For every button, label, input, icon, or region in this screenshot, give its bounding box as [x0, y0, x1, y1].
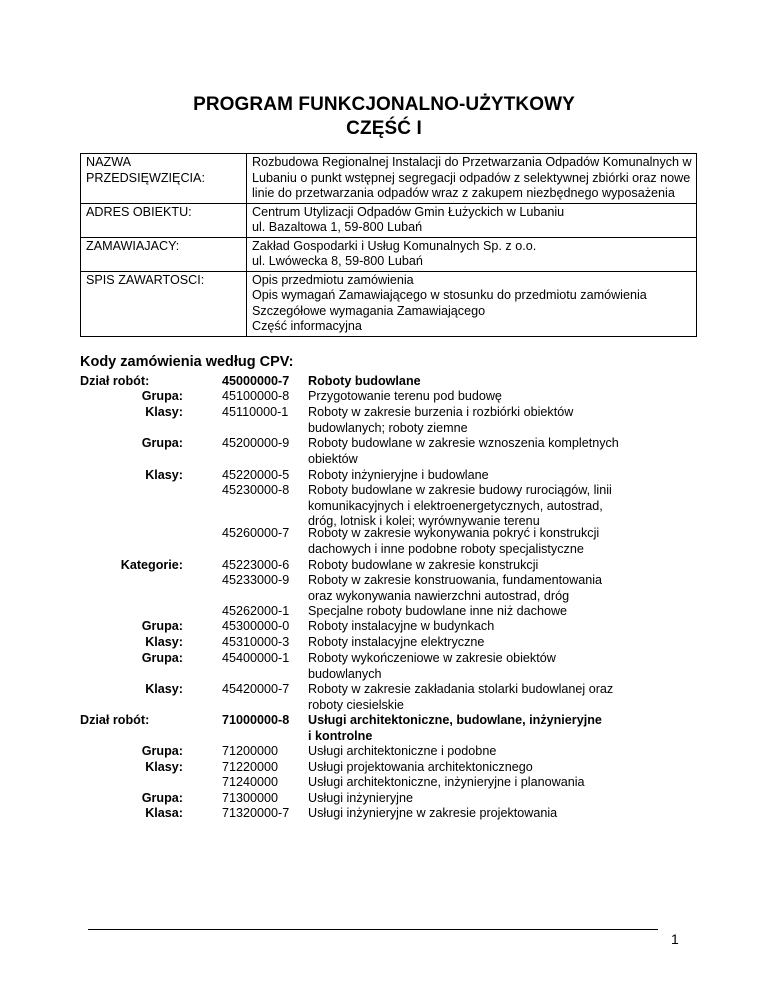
cpv-description-line: Roboty budowlane w zakresie wznoszenia kompletnych — [308, 436, 619, 450]
info-value-line: Część informacyjna — [252, 319, 362, 333]
cpv-description — [308, 526, 708, 557]
cpv-description-line: i kontrolne — [308, 728, 373, 743]
cpv-description — [308, 760, 708, 776]
cpv-description — [308, 806, 708, 822]
info-value-line: Opis wymagań Zamawiającego w stosunku do przedmiotu zamówienia — [252, 288, 647, 302]
cpv-description-line: Roboty w zakresie wykonywania pokryć i konstrukcji — [308, 526, 600, 540]
cpv-code: 45420000-7 — [222, 682, 290, 696]
cpv-code: 45300000-0 — [222, 619, 290, 633]
cpv-description-line: komunikacyjnych i elektroenergetycznych, autostrad, — [308, 498, 603, 513]
cpv-code: 45000000-7 — [222, 374, 290, 388]
cpv-description-line: roboty ciesielskie — [308, 697, 404, 712]
cpv-description-line: Usługi architektoniczne i podobne — [308, 744, 497, 758]
cpv-code: 71000000-8 — [222, 713, 290, 727]
cpv-description — [308, 405, 708, 436]
cpv-description-line: Przygotowanie terenu pod budowę — [308, 389, 502, 403]
cpv-description-line: Roboty instalacyjne w budynkach — [308, 619, 495, 633]
cpv-description-line: budowlanych — [308, 666, 382, 681]
cpv-description-line: Roboty wykończeniowe w zakresie obiektów — [308, 651, 556, 665]
cpv-category-label: Dział robót: — [80, 374, 150, 388]
cpv-code: 71240000 — [222, 775, 279, 789]
info-label — [81, 154, 247, 204]
cpv-description — [308, 558, 708, 574]
cpv-code: 45100000-8 — [222, 389, 290, 403]
cpv-code: 45260000-7 — [222, 526, 290, 540]
info-value-line: Opis przedmiotu zamówienia — [252, 272, 414, 287]
info-label-line: ZAMAWIAJACY: — [86, 238, 180, 253]
cpv-code: 45200000-9 — [222, 436, 290, 450]
footer-divider — [88, 929, 658, 930]
info-value-line: linie do przetwarzania odpadów wraz z zakupem niezbędnego wyposażenia — [252, 186, 675, 200]
info-label-line: NAZWA — [86, 155, 132, 169]
document-title: PROGRAM FUNKCJONALNO-UŻYTKOWY — [193, 94, 575, 115]
cpv-code: 45110000-1 — [222, 405, 289, 419]
info-value-line: Lubaniu o punkt wstępnej segregacji odpadów z selektywnej zbiórki oraz nowe — [252, 170, 691, 185]
info-label-line: ADRES OBIEKTU: — [86, 204, 192, 219]
info-row — [81, 154, 697, 204]
cpv-description — [308, 483, 708, 530]
cpv-description-line: Roboty w zakresie zakładania stolarki budowlanej oraz — [308, 682, 614, 696]
cpv-code: 45310000-3 — [222, 635, 290, 649]
info-label — [81, 203, 247, 237]
info-label-line: SPIS ZAWARTOSCI: — [86, 272, 205, 287]
info-label-line: PRZEDSIĘWZIĘCIA: — [86, 170, 205, 185]
cpv-category-label: Grupa: — [141, 389, 183, 403]
info-value-line: Centrum Utylizacji Odpadów Gmin Łużyckich w Lubaniu — [252, 204, 565, 219]
cpv-description-line: budowlanych; roboty ziemne — [308, 420, 468, 435]
cpv-category-label: Kategorie: — [120, 558, 183, 572]
cpv-description-line: Roboty inżynieryjne i budowlane — [308, 468, 489, 482]
cpv-code: 71220000 — [222, 760, 279, 774]
cpv-category-label: Grupa: — [141, 619, 183, 633]
cpv-code: 45230000-8 — [222, 483, 290, 497]
cpv-description — [308, 775, 708, 791]
project-info-table — [80, 153, 697, 337]
cpv-category-label: Klasy: — [145, 682, 183, 696]
cpv-description-line: Usługi inżynieryjne — [308, 791, 413, 805]
cpv-category-label: Klasy: — [145, 468, 183, 482]
cpv-description-line: Roboty instalacyjne elektryczne — [308, 635, 485, 649]
cpv-code: 71320000-7 — [222, 806, 290, 820]
cpv-category-label: Grupa: — [141, 436, 183, 450]
cpv-category-label: Klasy: — [145, 405, 183, 419]
info-row — [81, 203, 697, 237]
cpv-description — [308, 713, 708, 744]
info-label — [81, 237, 247, 271]
cpv-description-line: obiektów — [308, 451, 358, 466]
info-value-line: ul. Lwówecka 8, 59-800 Lubań — [252, 254, 423, 268]
info-value — [247, 271, 697, 336]
cpv-heading: Kody zamówienia według CPV: — [80, 354, 294, 370]
cpv-description — [308, 374, 708, 390]
cpv-code: 45233000-9 — [222, 573, 290, 587]
info-value — [247, 237, 697, 271]
cpv-description-line: Specjalne roboty budowlane inne niż dachowe — [308, 604, 568, 618]
cpv-description-line: dróg, lotnisk i kolei; wyrównywanie terenu — [308, 514, 540, 529]
cpv-description — [308, 604, 708, 620]
cpv-code: 71200000 — [222, 744, 279, 758]
cpv-description — [308, 635, 708, 651]
cpv-description — [308, 573, 708, 604]
cpv-description — [308, 436, 708, 467]
info-value-line: Rozbudowa Regionalnej Instalacji do Przetwarzania Odpadów Komunalnych w — [252, 155, 692, 169]
document-part: CZĘŚĆ I — [346, 118, 422, 139]
cpv-description-line: oraz wykonywania nawierzchni autostrad, dróg — [308, 588, 570, 603]
cpv-description — [308, 651, 708, 682]
cpv-description — [308, 619, 708, 635]
info-row — [81, 237, 697, 271]
cpv-description-line: Roboty budowlane — [308, 374, 421, 388]
info-row — [81, 271, 697, 336]
cpv-code: 71300000 — [222, 791, 279, 805]
cpv-description-line: Usługi architektoniczne, budowlane, inżynieryjne — [308, 713, 602, 727]
info-value-line: Szczegółowe wymagania Zamawiającego — [252, 303, 486, 318]
cpv-description-line: Usługi architektoniczne, inżynieryjne i planowania — [308, 775, 585, 789]
cpv-code: 45223000-6 — [222, 558, 290, 572]
cpv-description-line: Roboty w zakresie konstruowania, fundamentowania — [308, 573, 603, 587]
cpv-description-line: Usługi inżynieryjne w zakresie projektowania — [308, 806, 558, 820]
info-value — [247, 203, 697, 237]
page-number: 1 — [671, 931, 679, 947]
cpv-category-label: Grupa: — [141, 651, 183, 665]
cpv-description — [308, 389, 708, 405]
cpv-code: 45262000-1 — [222, 604, 290, 618]
info-label — [81, 271, 247, 336]
cpv-description-line: Usługi projektowania architektonicznego — [308, 760, 533, 774]
cpv-code: 45400000-1 — [222, 651, 290, 665]
cpv-description-line: Roboty budowlane w zakresie konstrukcji — [308, 558, 539, 572]
cpv-category-label: Dział robót: — [80, 713, 150, 727]
cpv-description-line: Roboty budowlane w zakresie budowy rurociągów, linii — [308, 483, 612, 497]
info-value — [247, 154, 697, 204]
cpv-description — [308, 791, 708, 807]
cpv-category-label: Grupa: — [141, 744, 183, 758]
cpv-description — [308, 744, 708, 760]
cpv-description-line: dachowych i inne podobne roboty specjalistyczne — [308, 541, 584, 556]
cpv-category-label: Klasa: — [145, 806, 183, 820]
cpv-category-label: Klasy: — [145, 635, 183, 649]
cpv-category-label: Grupa: — [141, 791, 183, 805]
cpv-category-label: Klasy: — [145, 760, 183, 774]
cpv-code: 45220000-5 — [222, 468, 290, 482]
cpv-description — [308, 468, 708, 484]
cpv-description — [308, 682, 708, 713]
info-value-line: ul. Bazaltowa 1, 59-800 Lubań — [252, 220, 423, 234]
info-value-line: Zakład Gospodarki i Usług Komunalnych Sp. z o.o. — [252, 238, 537, 253]
cpv-description-line: Roboty w zakresie burzenia i rozbiórki obiektów — [308, 405, 574, 419]
